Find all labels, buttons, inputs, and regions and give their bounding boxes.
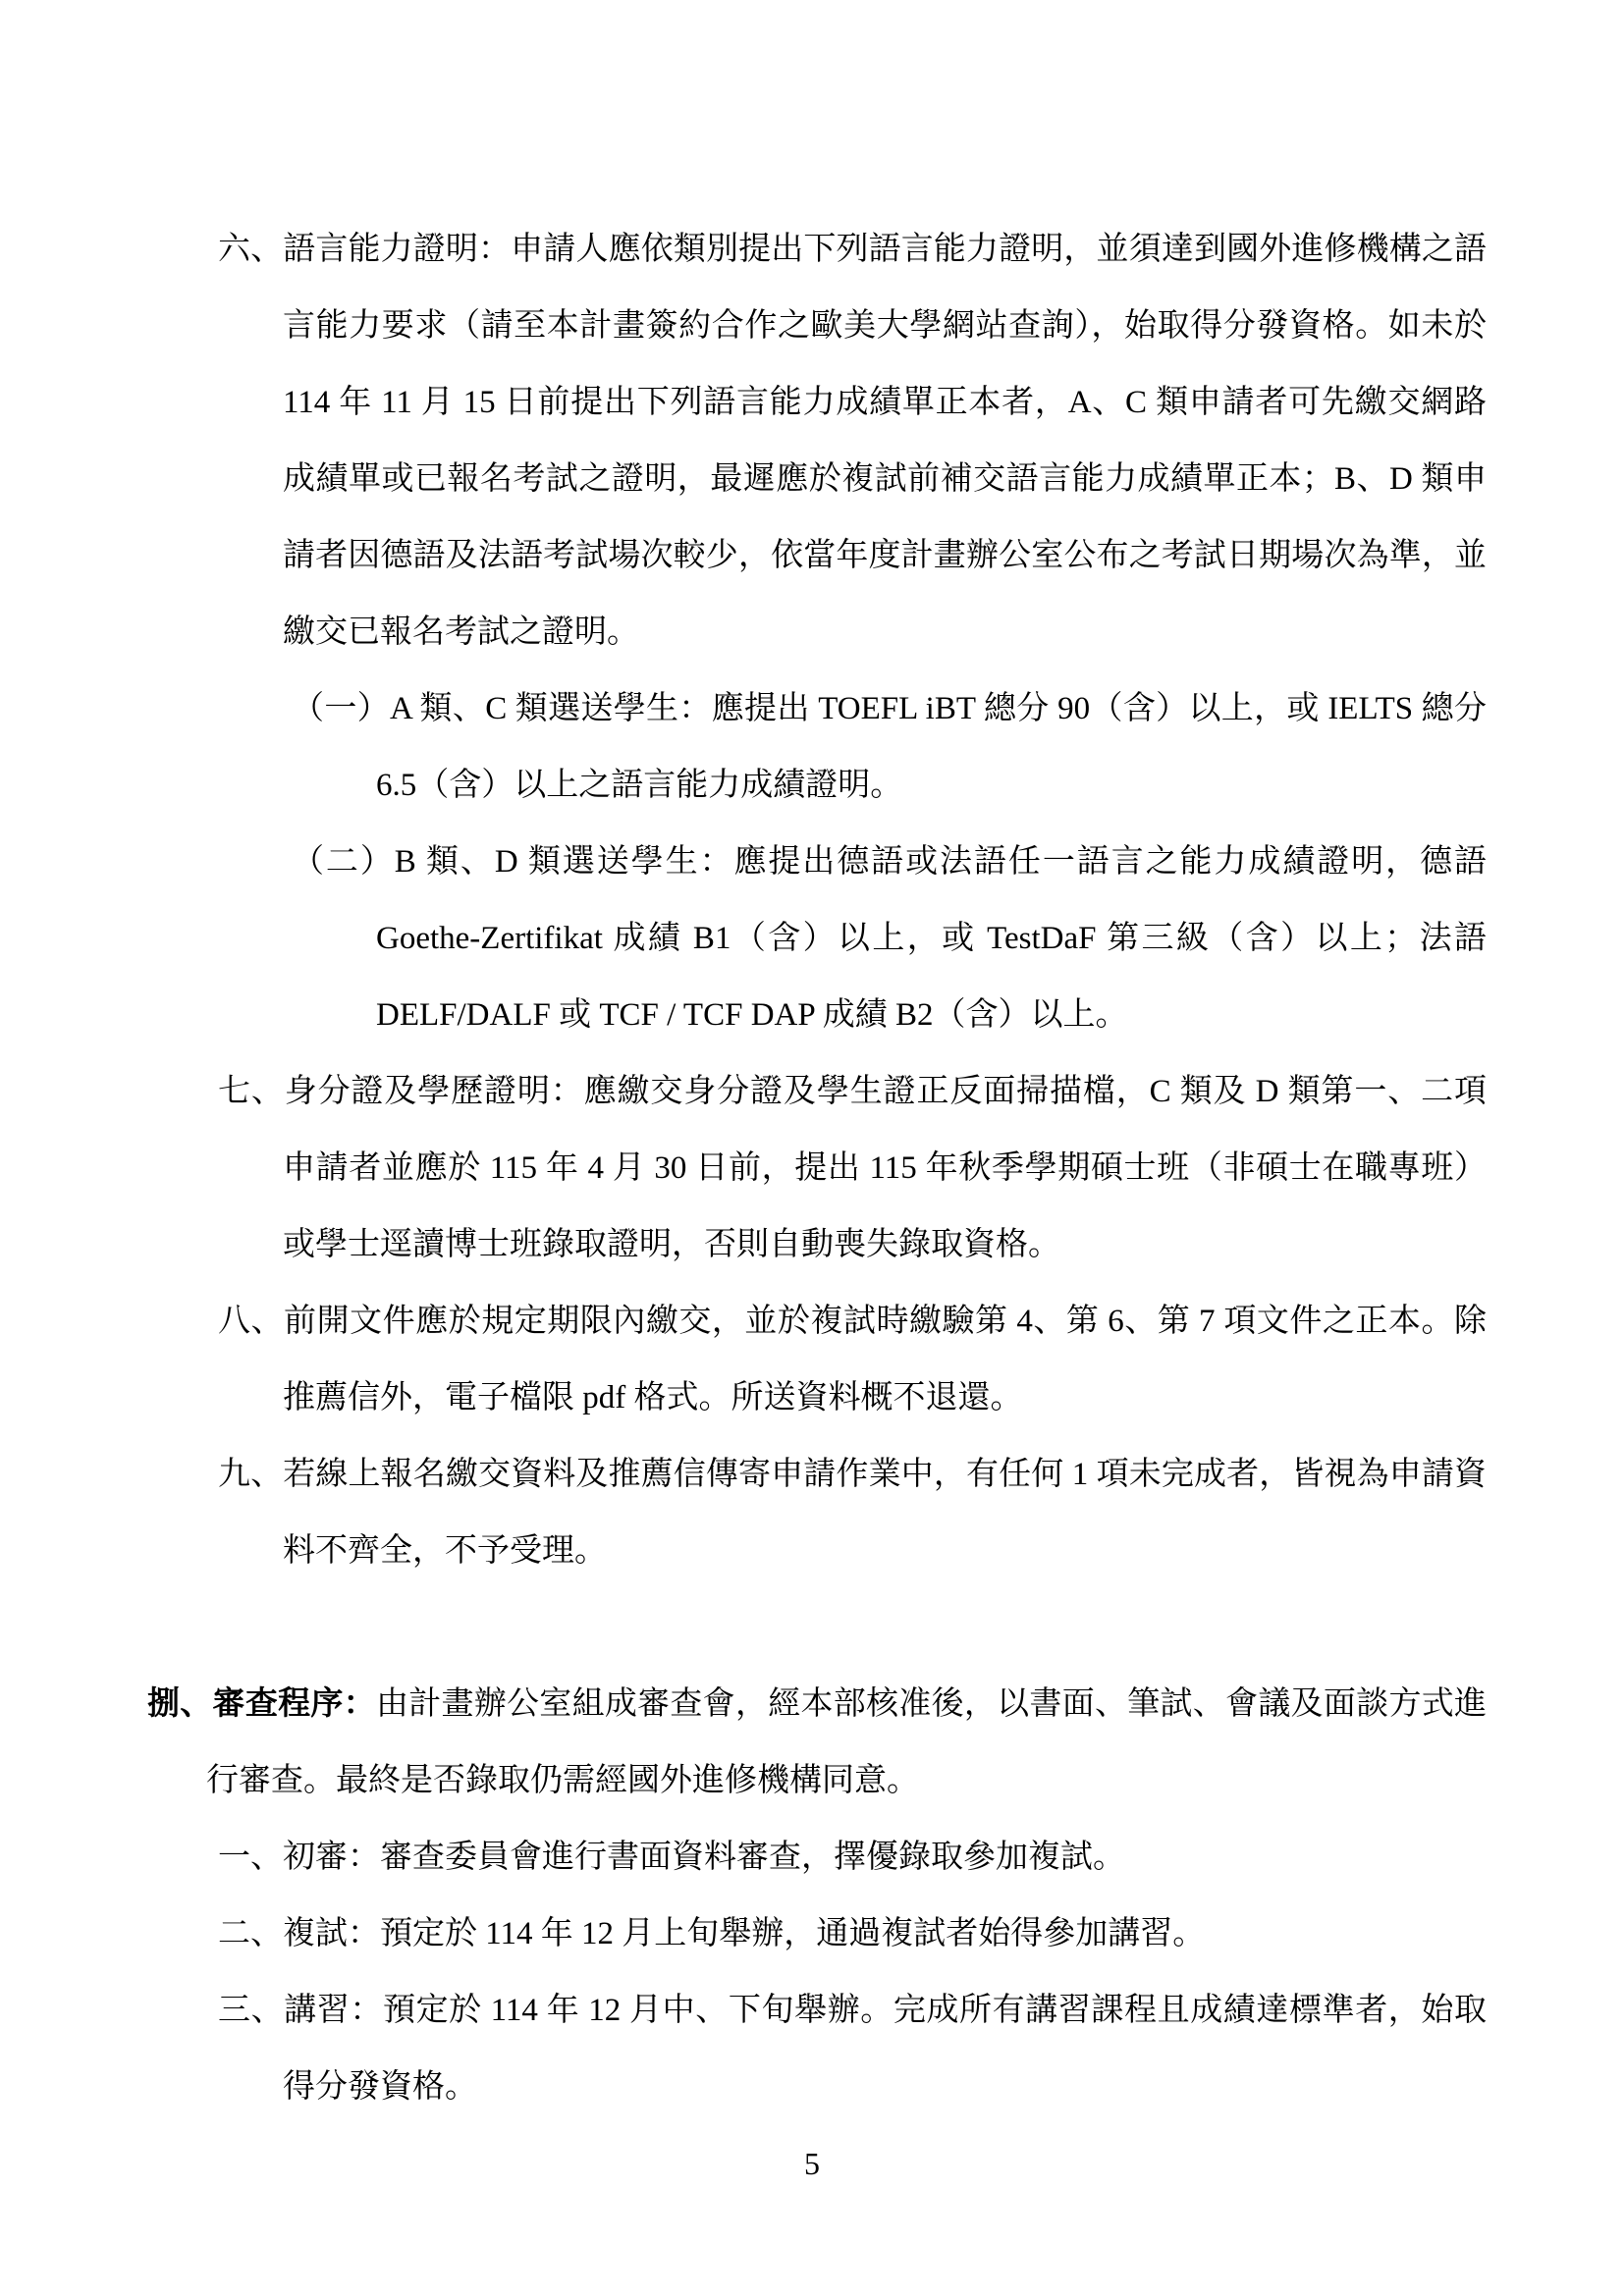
text-line: 或學士逕讀博士班錄取證明，否則自動喪失錄取資格。 bbox=[283, 1227, 1060, 1262]
text-line: 一、初審：審查委員會進行書面資料審查，擇優錄取參加複試。 bbox=[218, 1840, 1125, 1875]
text-line: Goethe-Zertifikat 成績 B1（含）以上，或 TestDaF 第三級（含）以上；法語 bbox=[376, 921, 1487, 956]
text-line: 九、若線上報名繳交資料及推薦信傳寄申請作業中，有任何 1 項未完成者，皆視為申請資 bbox=[218, 1457, 1487, 1492]
text-line: 八、前開文件應於規定期限內繳交，並於複試時繳驗第 4、第 6、第 7 項文件之正本。除 bbox=[218, 1304, 1487, 1339]
document-body bbox=[0, 211, 1624, 2125]
blank-line bbox=[0, 1589, 1624, 1666]
text-line: 申請者並應於 115 年 4 月 30 日前，提出 115 年秋季學期碩士班（非碩士在職專班） bbox=[283, 1150, 1487, 1186]
text-line: 推薦信外，電子檔限 pdf 格式。所送資料概不退還。 bbox=[283, 1380, 1023, 1415]
text-line: 言能力要求（請至本計畫簽約合作之歐美大學網站查詢），始取得分發資格。如未於 bbox=[283, 308, 1487, 344]
text-line: 請者因德語及法語考試場次較少，依當年度計畫辦公室公布之考試日期場次為準，並 bbox=[283, 538, 1487, 573]
text-line: 6.5（含）以上之語言能力成績證明。 bbox=[376, 768, 903, 803]
text-line: 114 年 11 月 15 日前提出下列語言能力成績單正本者，A、C 類申請者可先繳交網路 bbox=[283, 385, 1487, 420]
text-line: 成績單或已報名考試之證明，最遲應於複試前補交語言能力成績單正本；B、D 類申 bbox=[283, 461, 1487, 497]
text-line: 捌、審查程序：由計畫辦公室組成審查會，經本部核准後，以書面、筆試、會議及面談方式進 bbox=[147, 1686, 1488, 1722]
text-line: 七、身分證及學歷證明：應繳交身分證及學生證正反面掃描檔，C 類及 D 類第一、二項 bbox=[218, 1074, 1487, 1109]
text-line: 行審查。最終是否錄取仍需經國外進修機構同意。 bbox=[206, 1763, 919, 1798]
text-line: 料不齊全，不予受理。 bbox=[283, 1533, 607, 1569]
text-line: 得分發資格。 bbox=[283, 2069, 477, 2105]
text-line: （一）A 類、C 類選送學生：應提出 TOEFL iBT 總分 90（含）以上，或 IELTS 總分 bbox=[292, 691, 1487, 726]
text-line: 二、複試：預定於 114 年 12 月上旬舉辦，通過複試者始得參加講習。 bbox=[218, 1916, 1206, 1951]
text-line: （二）B 類、D 類選送學生：應提出德語或法語任一語言之能力成績證明，德語 bbox=[292, 844, 1487, 880]
text-line: 三、講習：預定於 114 年 12 月中、下旬舉辦。完成所有講習課程且成績達標準者，始取 bbox=[218, 1993, 1487, 2028]
text-line: 六、語言能力證明：申請人應依類別提出下列語言能力證明，並須達到國外進修機構之語 bbox=[218, 232, 1487, 267]
text-line: 繳交已報名考試之證明。 bbox=[283, 614, 639, 650]
page-number: 5 bbox=[804, 2146, 820, 2181]
text-line: DELF/DALF 或 TCF / TCF DAP 成績 B2（含）以上。 bbox=[376, 997, 1128, 1033]
section-heading-label: 捌、審查程序： bbox=[147, 1686, 376, 1722]
